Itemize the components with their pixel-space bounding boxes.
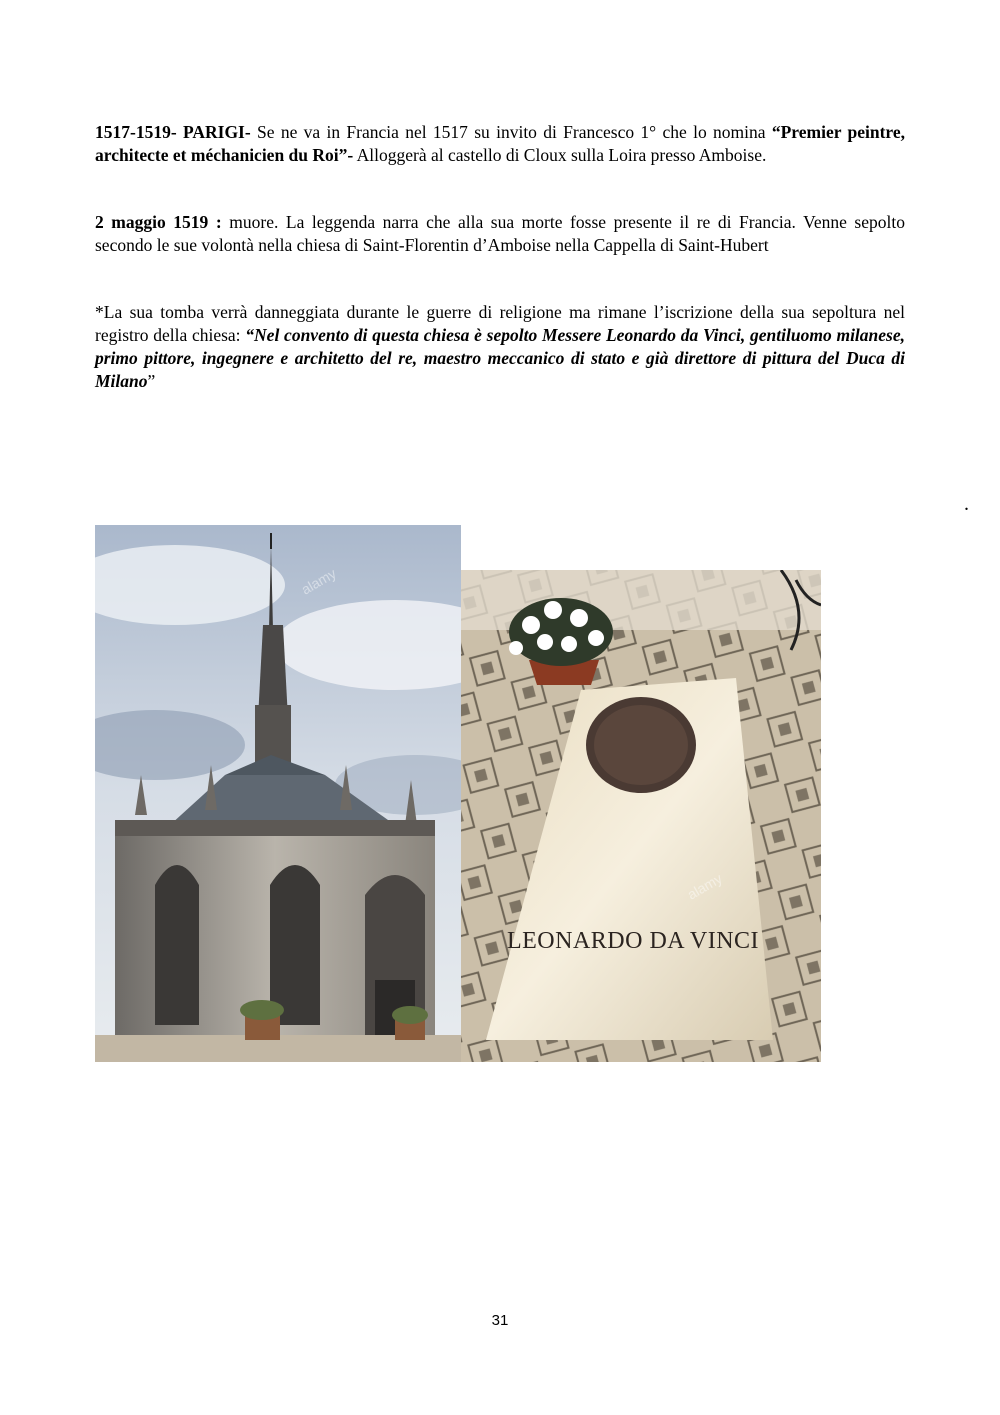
burial-inscription-quote: “Nel convento di questa chiesa è sepolto Messere Leonardo da Vinci, gentiluomo milanese, primo pittore, ingegnere e architetto del re, maestro meccanico di stato e già direttore di pittura del Duca di Milano <box>95 325 905 391</box>
leonardo-tomb-photo <box>461 570 821 1062</box>
chapel-saint-hubert-photo <box>95 525 461 1062</box>
paragraph-lead: 2 maggio 1519 : <box>95 212 222 232</box>
paragraph-text: Alloggerà al castello di Cloux sulla Loira presso Amboise. <box>353 145 767 165</box>
stray-dot: . <box>964 493 969 515</box>
paragraph-text: muore. La leggenda narra che alla sua morte fosse presente il re di Francia. Venne sepolto secondo le sue volontà nella chiesa di Saint-Florentin d’Amboise nella Cappella di Saint-Hubert <box>95 212 905 255</box>
watermark: alamy <box>298 565 339 598</box>
paragraph-tomb <box>95 301 905 393</box>
paragraph-text: Se ne va in Francia nel 1517 su invito di Francesco 1° che lo nomina <box>250 122 772 142</box>
paragraph-lead: 1517-1519- PARIGI- <box>95 122 251 142</box>
quote-closing: ” <box>147 371 156 391</box>
watermark: alamy <box>684 870 725 903</box>
paragraph-paris <box>95 121 905 167</box>
tomb-inscription: LEONARDO DA VINCI <box>506 928 760 954</box>
page-number: 31 <box>491 1312 509 1329</box>
paragraph-text: *La sua tomba verrà danneggiata durante le guerre di religione ma rimane l’iscrizione della sua sepoltura nel registro della chiesa: <box>95 302 905 345</box>
paragraph-death <box>95 211 905 257</box>
royal-title: “Premier peintre, architecte et méchanicien du Roi”- <box>95 122 905 165</box>
